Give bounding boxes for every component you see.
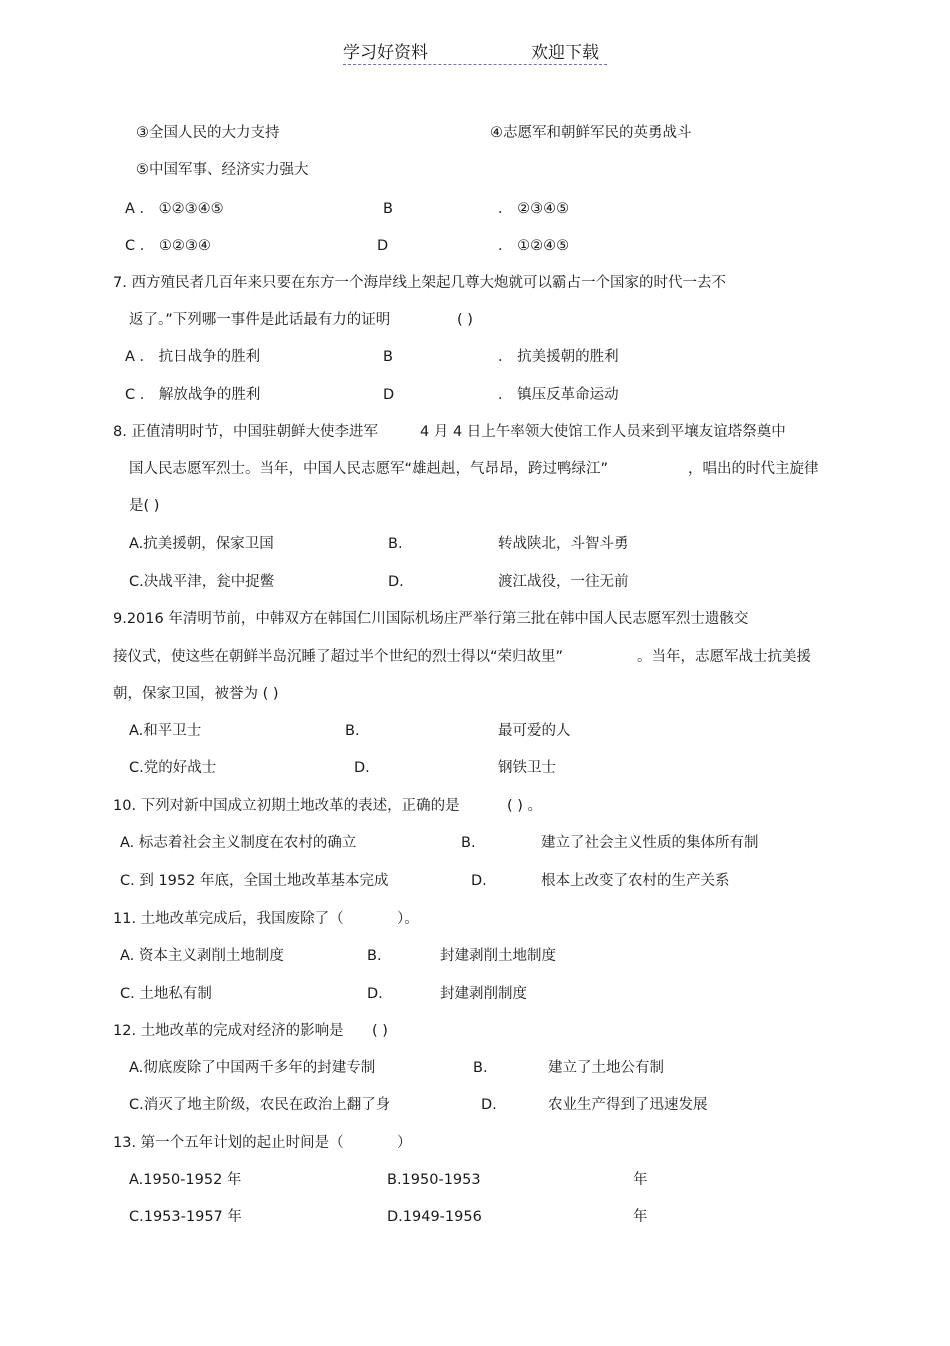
text-line-l7: C ． ①②③④ — [125, 238, 211, 254]
text-line-l4: A ． ①②③④⑤ — [125, 201, 224, 217]
text-line-l22: ，唱出的时代主旋律 — [688, 461, 819, 477]
text-line-l9: ． ①②④⑤ — [498, 238, 570, 254]
text-line-l26: 转战陕北，斗智斗勇 — [498, 536, 629, 552]
text-line-l56: 12. 土地改革的完成对经济的影响是 — [113, 1023, 344, 1039]
text-line-l14: B — [383, 349, 393, 365]
text-line-l46: D. — [471, 873, 487, 889]
text-line-l29: 渡江战役，一往无前 — [498, 574, 629, 590]
text-line-l13: A ． 抗日战争的胜利 — [125, 349, 261, 365]
text-line-l30: 9.2016 年清明节前，中韩双方在韩国仁川国际机场庄严举行第三批在韩中国人民志愿军烈士遗骸交 — [113, 611, 749, 627]
text-line-l67: B.1950-1953 — [387, 1172, 481, 1188]
text-line-l54: D. — [367, 986, 383, 1002]
text-line-l51: B. — [367, 948, 382, 964]
text-line-l19: 8. 正值清明时节，中国驻朝鲜大使李进军 — [113, 424, 378, 440]
page-header-left: 学习好资料 — [343, 43, 428, 63]
text-line-l5: B — [383, 201, 393, 217]
text-line-l24: A.抗美援朝，保家卫国 — [129, 536, 274, 552]
text-line-l18: ． 镇压反革命运动 — [498, 387, 619, 403]
text-line-l62: D. — [481, 1097, 497, 1113]
text-line-l16: C ． 解放战争的胜利 — [125, 387, 261, 403]
text-line-l39: 钢铁卫士 — [498, 760, 556, 776]
text-line-l44: 建立了社会主义性质的集体所有制 — [541, 835, 759, 851]
text-line-l58: A.彻底废除了中国两千多年的封建专制 — [129, 1060, 376, 1076]
text-line-l33: 朝，保家卫国，被誉为 ( ) — [113, 686, 279, 702]
text-line-l49: ）。 — [397, 911, 419, 927]
text-line-l52: 封建剥削土地制度 — [440, 948, 556, 964]
text-line-l57: ( ) — [372, 1023, 388, 1039]
text-line-l27: C.决战平津，瓮中捉鳖 — [129, 574, 275, 590]
text-line-l63: 农业生产得到了迅速发展 — [548, 1097, 708, 1113]
text-line-l17: D — [383, 387, 395, 403]
text-line-l6: ． ②③④⑤ — [498, 201, 570, 217]
text-line-l35: B. — [345, 723, 360, 739]
text-line-l23: 是( ) — [129, 498, 160, 514]
text-line-l61: C.消灭了地主阶级，农民在政治上翻了身 — [129, 1097, 391, 1113]
text-line-l60: 建立了土地公有制 — [548, 1060, 664, 1076]
text-line-l2: ④志愿军和朝鲜军民的英勇战斗 — [490, 125, 692, 141]
text-line-l45: C. 到 1952 年底，全国土地改革基本完成 — [120, 873, 389, 889]
text-line-l55: 封建剥削制度 — [440, 986, 527, 1002]
text-line-l66: A.1950-1952 年 — [129, 1172, 242, 1188]
text-line-l50: A. 资本主义剥削土地制度 — [120, 948, 284, 964]
text-line-l8: D — [377, 238, 389, 254]
text-line-l1: ③全国人民的大力支持 — [136, 125, 280, 141]
text-line-l37: C.党的好战士 — [129, 760, 217, 776]
text-line-l3: ⑤中国军事、经济实力强大 — [136, 162, 309, 178]
text-line-l20: 4 月 4 日上午率领大使馆工作人员来到平壤友谊塔祭奠中 — [420, 424, 786, 440]
text-line-l71: 年 — [633, 1209, 648, 1225]
text-line-l31: 接仪式，使这些在朝鲜半岛沉睡了超过半个世纪的烈士得以“荣归故里” — [113, 649, 564, 665]
header-underline — [343, 64, 607, 65]
text-line-l70: D.1949-1956 — [387, 1209, 482, 1225]
text-line-l65: ） — [397, 1135, 412, 1151]
text-line-l68: 年 — [633, 1172, 648, 1188]
text-line-l36: 最可爱的人 — [498, 723, 571, 739]
text-line-l15: ． 抗美援朝的胜利 — [498, 349, 619, 365]
page-header-right: 欢迎下载 — [531, 43, 599, 63]
text-line-l69: C.1953-1957 年 — [129, 1209, 242, 1225]
text-line-l40: 10. 下列对新中国成立初期土地改革的表述，正确的是 — [113, 798, 460, 814]
text-line-l38: D. — [354, 760, 370, 776]
text-line-l32: 。当年，志愿军战士抗美援 — [637, 649, 811, 665]
text-line-l64: 13. 第一个五年计划的起止时间是（ — [113, 1135, 344, 1151]
text-line-l21: 国人民志愿军烈士。当年，中国人民志愿军“雄赳赳，气昂昂，跨过鸭绿江” — [129, 461, 609, 477]
text-line-l12: ( ) — [457, 312, 473, 328]
text-line-l34: A.和平卫士 — [129, 723, 202, 739]
text-line-l10: 7. 西方殖民者几百年来只要在东方一个海岸线上架起几尊大炮就可以霸占一个国家的时代一去不 — [113, 275, 726, 291]
text-line-l41: ( ) 。 — [507, 798, 543, 814]
text-line-l25: B. — [388, 536, 403, 552]
text-line-l28: D. — [388, 574, 404, 590]
text-line-l48: 11. 土地改革完成后，我国废除了（ — [113, 911, 344, 927]
text-line-l42: A. 标志着社会主义制度在农村的确立 — [120, 835, 357, 851]
text-line-l43: B. — [461, 835, 476, 851]
text-line-l53: C. 土地私有制 — [120, 986, 212, 1002]
text-line-l59: B. — [473, 1060, 488, 1076]
text-line-l47: 根本上改变了农村的生产关系 — [541, 873, 730, 889]
text-line-l11: 返了。”下列哪一事件是此话最有力的证明 — [129, 312, 391, 328]
